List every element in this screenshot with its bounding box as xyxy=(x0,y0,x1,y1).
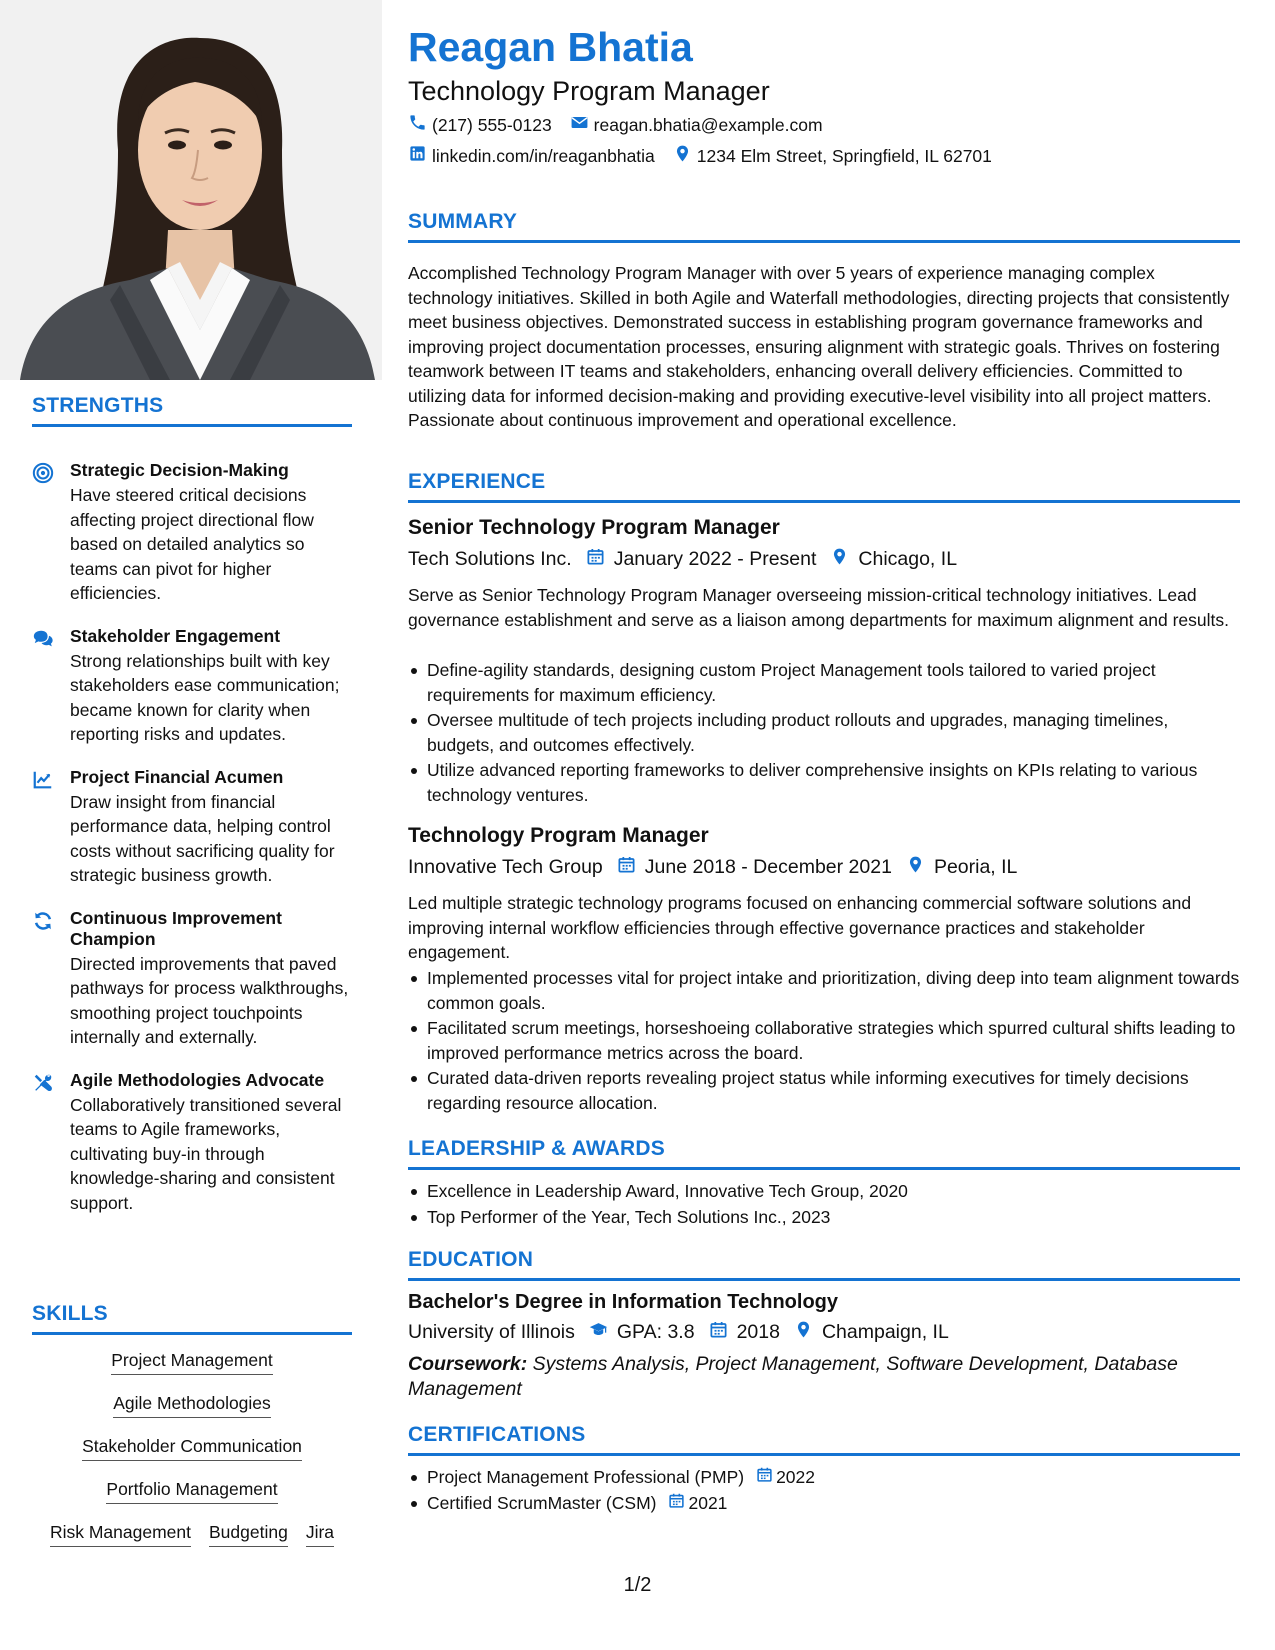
summary-heading: SUMMARY xyxy=(408,210,1240,243)
cert-name: Certified ScrumMaster (CSM) xyxy=(427,1492,657,1513)
list-item: Excellence in Leadership Award, Innovative Tech Group, 2020 xyxy=(408,1179,1240,1204)
experience-heading: EXPERIENCE xyxy=(408,470,1240,503)
phone-icon xyxy=(408,113,432,137)
education-meta xyxy=(408,1320,963,1345)
job-location: Peoria, IL xyxy=(933,856,1018,878)
summary-text: Accomplished Technology Program Manager with over 5 years of experience managing complex technology initiatives. Skilled in both Agile and Waterfall methodologies, directing projects that consistently meet business objectives. Demonstrated success in establishing program governance frameworks and improving project documentation processes, ensuring alignment with strategic goals. Thrives on fostering teamwork between IT teams and stakeholders, enhancing overall delivery efficiencies. Committed to utilizing data for informed decision-making and providing executive-level visibility into all project matters. Passionate about continuous improvement and operational excellence. xyxy=(408,263,1230,430)
job-summary: Serve as Senior Technology Program Manager overseeing mission-critical technology initiatives. Lead governance establishment and serve as a liaison among departments for maximum alignment and results. xyxy=(408,585,1229,630)
education-heading: EDUCATION xyxy=(408,1248,1240,1281)
school-name: University of Illinois xyxy=(408,1321,575,1343)
contact-row xyxy=(408,144,1010,168)
list-item: Oversee multitude of tech projects including product rollouts and upgrades, managing timelines, budgets, and outcomes effectively. xyxy=(408,708,1240,757)
list-item xyxy=(408,1465,1240,1490)
calendar-icon xyxy=(617,855,645,880)
skill-tag: Agile Methodologies xyxy=(113,1391,271,1418)
awards-heading: LEADERSHIP & AWARDS xyxy=(408,1137,1240,1170)
job-title-header: Technology Program Manager xyxy=(408,76,770,106)
list-item: Define-agility standards, designing custom Project Management tools tailored to varied project requirements for maximum efficiency. xyxy=(408,658,1240,707)
strength-description: Directed improvements that paved pathways for process walkthroughs, smoothing project touchpoints internally and externally. xyxy=(70,953,349,1047)
email-link[interactable]: reagan.bhatia@example.com xyxy=(593,114,823,135)
strength-item xyxy=(32,460,352,606)
strength-title: Strategic Decision-Making xyxy=(70,460,289,480)
job-title: Technology Program Manager xyxy=(408,824,709,847)
job-meta xyxy=(408,547,971,572)
map-pin-icon xyxy=(830,547,858,572)
skill-tag: Risk Management xyxy=(50,1520,191,1547)
cert-name: Project Management Professional (PMP) xyxy=(427,1467,745,1487)
strength-title: Stakeholder Engagement xyxy=(70,625,281,646)
gpa-text: GPA: 3.8 xyxy=(616,1321,695,1343)
profile-photo xyxy=(0,0,382,380)
list-item xyxy=(408,1491,1240,1516)
skill-tag: Budgeting xyxy=(209,1520,288,1547)
map-pin-icon xyxy=(673,144,697,168)
job-location: Chicago, IL xyxy=(858,548,958,570)
job-dates: January 2022 - Present xyxy=(613,548,817,570)
awards-list xyxy=(408,1179,1240,1230)
job-title: Senior Technology Program Manager xyxy=(408,516,780,539)
strength-item xyxy=(32,1070,352,1216)
skill-tag: Jira xyxy=(306,1520,334,1547)
strengths-heading: STRENGTHS xyxy=(32,394,352,427)
coursework-text: Systems Analysis, Project Management, Software Development, Database Management xyxy=(408,1353,1178,1400)
job-summary: Led multiple strategic technology programs focused on enhancing commercial software solutions and improving internal workflow efficiencies through effective governance practices and stakeholder engagement. xyxy=(408,893,1192,962)
strength-description: Draw insight from financial performance data, helping control costs without sacrificing quality for strategic business growth. xyxy=(70,791,335,885)
linkedin-icon xyxy=(408,144,432,168)
degree-title: Bachelor's Degree in Information Technology xyxy=(408,1291,839,1313)
cert-year: 2022 xyxy=(776,1467,816,1487)
address-text: 1234 Elm Street, Springfield, IL 62701 xyxy=(696,145,992,166)
job-meta xyxy=(408,855,1031,880)
strength-description: Strong relationships built with key stakeholders ease communication; became known for clarity when reporting risks and updates. xyxy=(70,650,340,744)
skill-tag: Project Management xyxy=(111,1348,272,1375)
list-item: Top Performer of the Year, Tech Solutions Inc., 2023 xyxy=(408,1205,1240,1230)
list-item: Implemented processes vital for project intake and prioritization, diving deep into team alignment towards common goals. xyxy=(408,966,1240,1015)
strength-title: Project Financial Acumen xyxy=(70,766,284,787)
coursework xyxy=(408,1352,1240,1401)
skills-list xyxy=(32,1348,352,1563)
certifications-list xyxy=(408,1465,1240,1516)
linkedin-link[interactable]: linkedin.com/in/reaganbhatia xyxy=(432,145,655,166)
strength-title: Agile Methodologies Advocate xyxy=(70,1069,325,1090)
refresh-icon xyxy=(32,910,70,932)
strength-description: Have steered critical decisions affecting project directional flow based on detailed analytics so teams can pivot for higher efficiencies. xyxy=(70,485,314,603)
strength-item xyxy=(32,908,352,1050)
tools-icon xyxy=(32,1072,70,1094)
skills-heading: SKILLS xyxy=(32,1302,352,1335)
cert-year: 2021 xyxy=(688,1492,728,1513)
list-item: Curated data-driven reports revealing project status while informing executives for timely decisions regarding resource allocation. xyxy=(408,1066,1240,1115)
comments-icon xyxy=(32,628,70,650)
strength-title: Continuous Improvement Champion xyxy=(70,907,282,949)
graduation-cap-icon xyxy=(589,1320,617,1345)
skill-tag: Portfolio Management xyxy=(106,1477,277,1504)
calendar-icon xyxy=(656,1491,688,1516)
strength-item xyxy=(32,626,352,747)
strength-description: Collaboratively transitioned several teams to Agile frameworks, cultivating buy-in through knowledge-sharing and consistent support. xyxy=(70,1094,342,1213)
list-item: Utilize advanced reporting frameworks to deliver comprehensive insights on KPIs relating to various technology ventures. xyxy=(408,758,1240,807)
coursework-label: Coursework: xyxy=(408,1353,528,1375)
calendar-icon xyxy=(586,547,614,572)
page-number: 1/2 xyxy=(623,1574,652,1596)
certifications-heading: CERTIFICATIONS xyxy=(408,1423,1240,1456)
job-bullets xyxy=(408,658,1240,808)
school-location: Champaign, IL xyxy=(821,1321,949,1343)
list-item: Facilitated scrum meetings, horseshoeing collaborative strategies which spurred cultural shifts leading to improved performance metrics across the board. xyxy=(408,1016,1240,1065)
envelope-icon xyxy=(570,113,594,137)
contact-row xyxy=(408,113,841,137)
company-name: Tech Solutions Inc. xyxy=(408,548,572,570)
graduation-year: 2018 xyxy=(736,1321,780,1343)
calendar-icon xyxy=(744,1465,776,1490)
job-bullets xyxy=(408,966,1240,1116)
strength-item xyxy=(32,767,352,888)
phone-number[interactable]: (217) 555-0123 xyxy=(432,114,552,135)
candidate-name: Reagan Bhatia xyxy=(408,24,693,70)
chart-line-icon xyxy=(32,769,70,791)
map-pin-icon xyxy=(906,855,934,880)
map-pin-icon xyxy=(794,1320,822,1345)
left-column xyxy=(0,0,382,1650)
calendar-icon xyxy=(709,1320,737,1345)
skill-tag: Stakeholder Communication xyxy=(82,1434,302,1461)
company-name: Innovative Tech Group xyxy=(408,856,603,878)
job-dates: June 2018 - December 2021 xyxy=(644,856,892,878)
target-icon xyxy=(32,462,70,484)
strengths-list xyxy=(32,460,352,1235)
